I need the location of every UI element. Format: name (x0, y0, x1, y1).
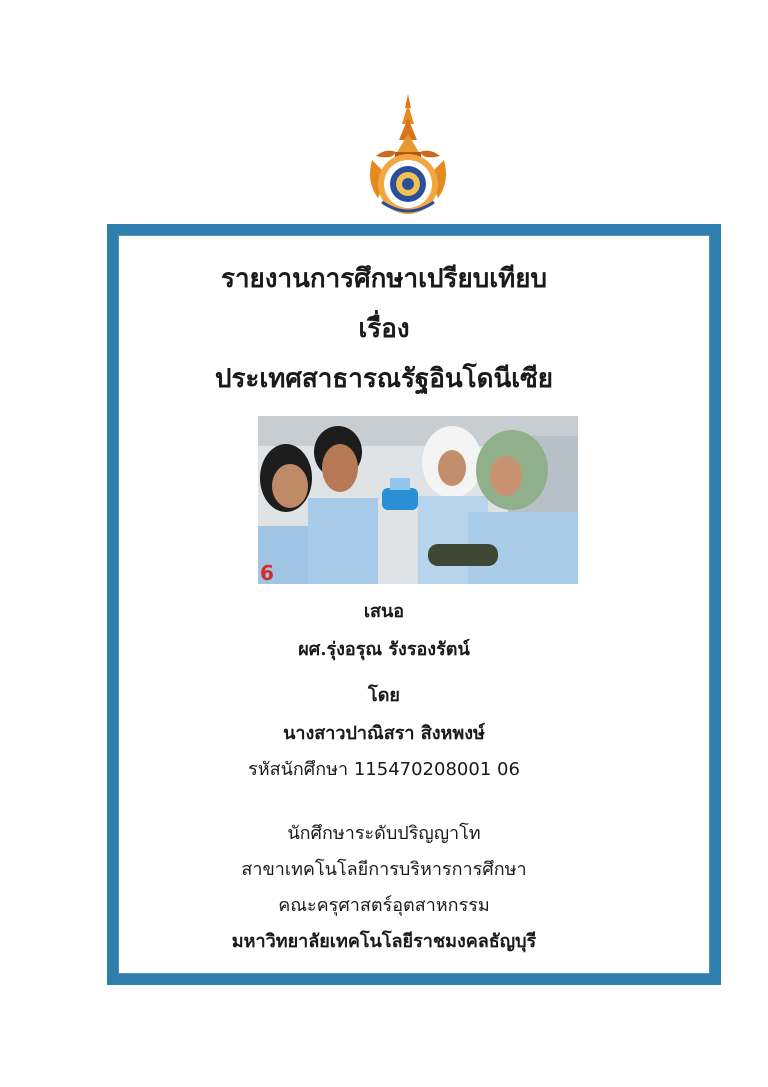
program-name: สาขาเทคโนโลยีการบริหารการศึกษา (241, 859, 527, 880)
students-lab-photo (258, 416, 578, 584)
education-level: นักศึกษาระดับปริญญาโท (287, 823, 481, 844)
student-id-value: 115470208001 06 (353, 759, 520, 780)
university-seal-icon (362, 90, 454, 220)
subject-label: เรื่อง (358, 314, 410, 344)
svg-text:6: 6 (260, 561, 274, 584)
report-subject: ประเทศสาธารณรัฐอินโดนีเซีย (214, 364, 554, 394)
advisor-name: ผศ.รุ่งอรุณ รังรองรัตน์ (298, 639, 470, 660)
faculty-name: คณะครุศาสตร์อุตสาหกรรม (278, 895, 490, 916)
student-id-line (0, 758, 768, 782)
author-name: นางสาวปาณิสรา สิงหพงษ์ (283, 723, 485, 744)
report-title: รายงานการศึกษาเปรียบเทียบ (220, 264, 547, 294)
by-label: โดย (368, 685, 400, 706)
student-id-label: รหัสนักศึกษา (248, 759, 349, 780)
present-label: เสนอ (363, 601, 405, 622)
university-name: มหาวิทยาลัยเทคโนโลยีราชมงคลธัญบุรี (231, 931, 537, 952)
